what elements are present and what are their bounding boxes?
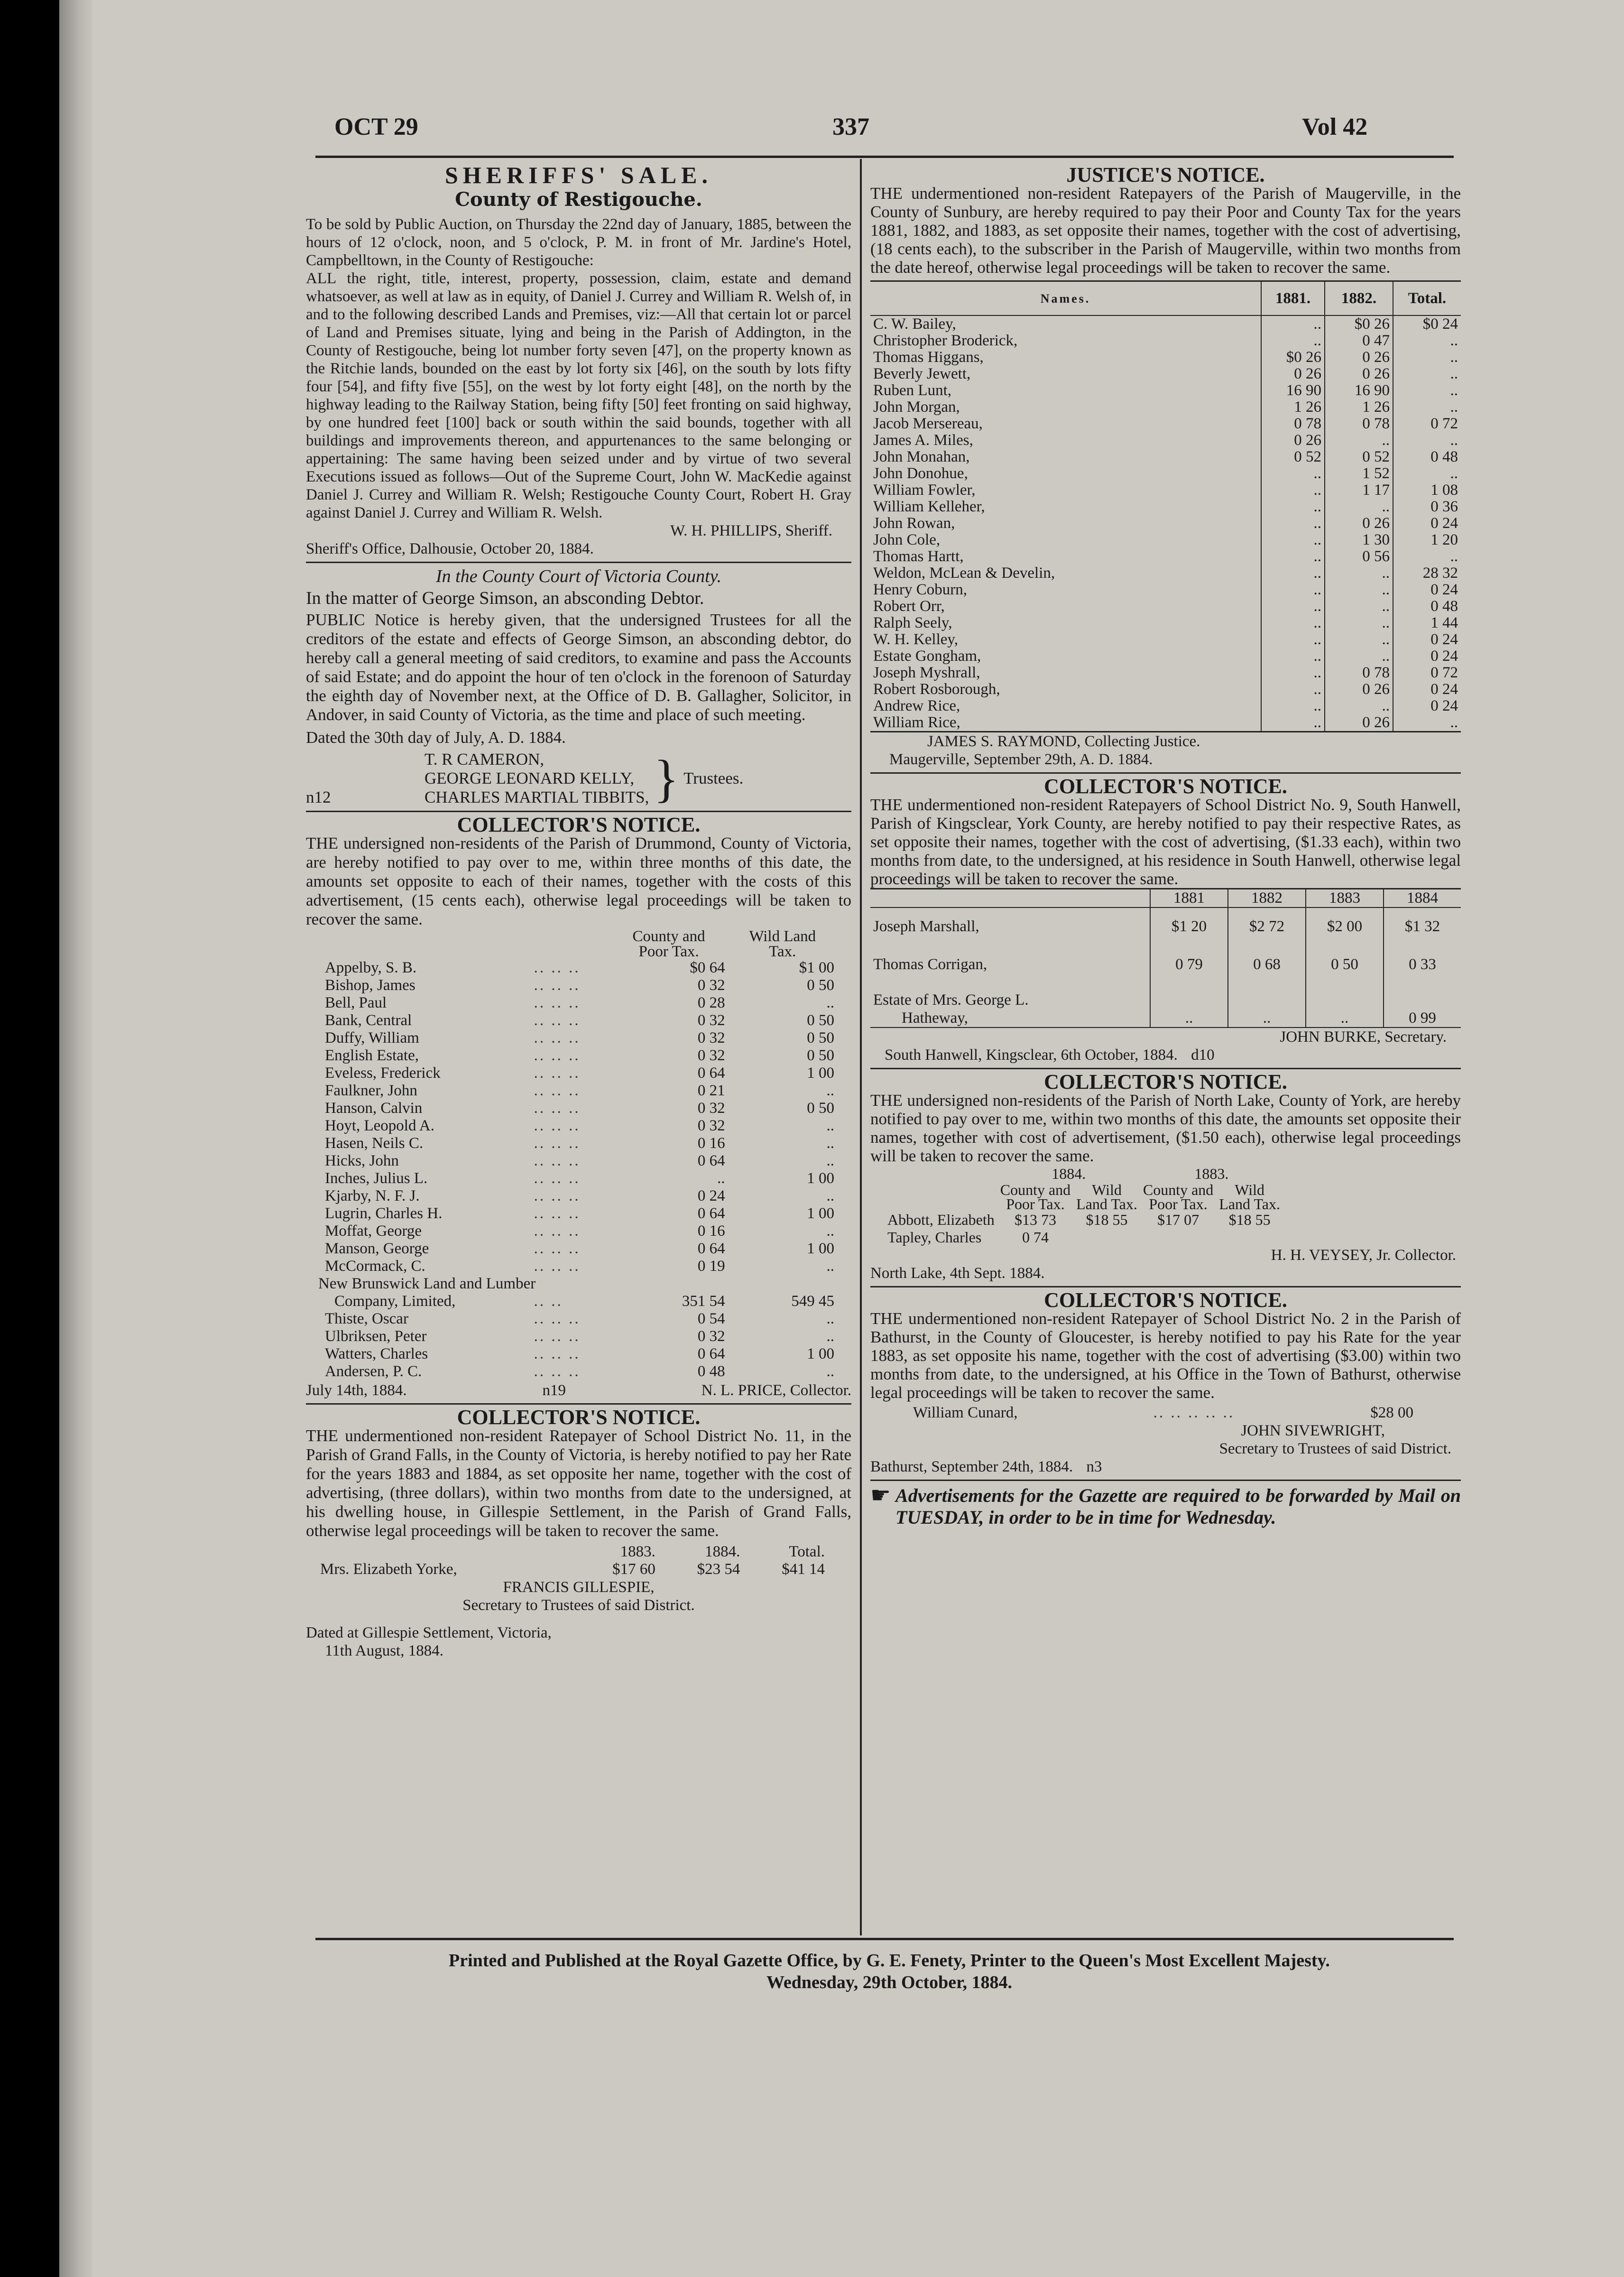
- page-number: 337: [832, 113, 869, 140]
- table-row: Duffy, William .. .. .. 0 32 0 50: [325, 1029, 834, 1046]
- table-row: William Fowler, .. 1 17 1 08: [870, 482, 1461, 499]
- table-row: Joseph Myshrall, .. 0 78 0 72: [870, 665, 1461, 681]
- grandfalls-role: Secretary to Trustees of said District.: [462, 1597, 695, 1614]
- table-row: Ralph Seely, .. .. 1 44: [870, 615, 1461, 631]
- table-row: Lugrin, Charles H. .. .. .. 0 64 1 00: [325, 1205, 834, 1222]
- table-row: Weldon, McLean & Develin, .. .. 28 32: [870, 565, 1461, 582]
- sheriff-body: ALL the right, title, interest, property, possession, claim, estate and demand whatsoever, as well at law as in equity, of Daniel J. Currey and William R. Welsh of, in and to the following described Lands and Premises, viz:—All that certain lot or parcel of Land and Premises situate, lying and being in the Parish of Addington, in the County of Restigouche, being lot number forty seven [47], on the property known as the Ritchie lands, bounded on the east by lot forty six [46], on the south by lots fifty four [54], and fifty five [55], on the west by lot forty eight [48], on the north by the highway leading to the Railway Station, being fifty [50] feet fronting on said highway, by one hundred feet [100] back or south within the said bounds, together with all buildings and improvements thereon, and appurtenances to the same belonging or appertaining: The same having been seized under and by virtue of two several Executions issued as follows—Out of the Supreme Court, John W. MacKedie against Daniel J. Currey and William R. Welsh; Restigouche County Court, Robert H. Gray against Daniel J. Currey and William R. Welsh.: [306, 270, 851, 521]
- table-row: John Monahan, 0 52 0 52 0 48: [870, 449, 1461, 465]
- table-row: Hanson, Calvin .. .. .. 0 32 0 50: [325, 1100, 834, 1117]
- grandfalls-body: THE undermentioned non-resident Ratepayer of School District No. 11, in the Parish of Grand Falls, in the County of Victoria, is hereby notified to pay her Rate for the years 1883 and 1884, as set opposite her name, together with the cost of advertising, (three dollars), within two months from date to the undersigned, at his dwelling house, in Gillespie Settlement, in the Parish of Grand Falls, otherwise legal proceedings will be taken to recover the same.: [306, 1426, 851, 1540]
- pointing-hand-icon: ☛: [870, 1483, 891, 1508]
- table-row: Ruben Lunt, 16 90 16 90 ..: [870, 382, 1461, 399]
- bathurst-place: Bathurst, September 24th, 1884.: [870, 1458, 1073, 1475]
- bathurst-signer: JOHN SIVEWRIGHT,: [1241, 1422, 1385, 1439]
- table-row: Company, Limited, .. .. 351 54 549 45: [334, 1293, 834, 1310]
- table-row: Andersen, P. C. .. .. .. 0 48 ..: [325, 1363, 834, 1380]
- table-row: Appelby, S. B. .. .. .. $0 64 $1 00: [325, 959, 834, 976]
- table-row: Andrew Rice, .. .. 0 24: [870, 698, 1461, 714]
- header-rule: [315, 156, 1454, 158]
- table-row: Thomas Higgans, $0 26 0 26 ..: [870, 349, 1461, 366]
- grandfalls-signer: FRANCIS GILLESPIE,: [503, 1579, 655, 1596]
- table-row: Moffat, George .. .. .. 0 16 ..: [325, 1222, 834, 1240]
- justice-table: Names. 1881. 1882. Total. C. W. Bailey, .. $0 26 $0 24 Christopher Broderick, .. 0 47 .. Thomas Higgans, $0 26 0 26 .. Beverly Jewett, 0 26 0 26 .. Ruben Lunt, 16 90 16 90 .. John Morgan, 1 26 1 26 .. Jacob Mersereau, 0 78 0 78 0 72 James A. Miles, 0 26 .. .. John Monahan, 0 52 0 52 0 48 John Donohue, .. 1 52 .. William Fowler, .. 1 17 1 08 William Kelleher, .. .. 0 36 John Rowan, .. 0 26 0 24 John Cole, .. 1 30 1 20 Thomas Hartt, .. 0 56 .. Weldon, McLean & Develin, .. .. 28 32 Henry Coburn, .. .. 0 24 Robert Orr, .. .. 0 48 Ralph Seely, .. .. 1 44 W. H. Kelley, .. .. 0 24 Estate Gongham, .. .. 0 24 Joseph Myshrall, .. 0 78 0 72 Robert Rosborough, .. 0 26 0 24 Andrew Rice, .. .. 0 24 William Rice, .. 0 26 ..: [870, 280, 1461, 732]
- table-row: Robert Orr, .. .. 0 48: [870, 598, 1461, 615]
- col-wild-head: Wild Land: [749, 928, 816, 945]
- northlake-table: 1884. 1883. County and Poor Tax. Wild Land Tax. County and Poor Tax. Wild Land Tax. Abbott, Elizabeth $13 73 $18 55 $17 07 $18 55 Tapley, Charles 0 74: [885, 1165, 1283, 1246]
- northlake-place: North Lake, 4th Sept. 1884.: [870, 1265, 1045, 1282]
- table-row: William Rice, .. 0 26 ..: [870, 714, 1461, 732]
- kingsclear-signer: JOHN BURKE, Secretary.: [1280, 1028, 1447, 1046]
- sheriff-county: County of Restigouche.: [455, 188, 702, 211]
- drummond-code: n19: [542, 1382, 566, 1399]
- footer: [306, 1950, 1473, 1993]
- sheriff-signer: W. H. PHILLIPS, Sheriff.: [670, 522, 832, 539]
- table-row: Joseph Marshall, $1 20 $2 72 $2 00 $1 32: [870, 907, 1461, 945]
- divider: [870, 1480, 1461, 1481]
- trustees-brace: }: [654, 750, 679, 807]
- table-row: Beverly Jewett, 0 26 0 26 ..: [870, 366, 1461, 382]
- divider: [306, 1403, 851, 1405]
- page-volume: Vol 42: [1302, 113, 1368, 140]
- table-row: Mrs. Elizabeth Yorke, $17 60 $23 54 $41 14: [320, 1561, 825, 1578]
- victoria-court-notice: [306, 567, 851, 807]
- grandfalls-table: 1883. 1884. Total. Mrs. Elizabeth Yorke, $17 60 $23 54 $41 14: [306, 1543, 828, 1578]
- table-row: Thomas Hartt, .. 0 56 ..: [870, 548, 1461, 565]
- drummond-body: THE undersigned non-residents of the Parish of Drummond, County of Victoria, are hereby notified to pay over to me, within three months of this date, the amounts set opposite to each of their names, together with the costs of this advertisement, (15 cents each), otherwise legal proceedings will be taken to recover the same.: [306, 834, 851, 928]
- kingsclear-title: COLLECTOR'S NOTICE.: [1044, 775, 1287, 798]
- table-row: William Kelleher, .. .. 0 36: [870, 499, 1461, 515]
- table-row: Thiste, Oscar .. .. .. 0 54 ..: [325, 1310, 834, 1327]
- table-row: Eveless, Frederick .. .. .. 0 64 1 00: [325, 1064, 834, 1082]
- table-row: James A. Miles, 0 26 .. ..: [870, 432, 1461, 449]
- justice-body: THE undermentioned non-resident Ratepayers of the Parish of Maugerville, in the County of Sunbury, are hereby required to pay their Poor and County Tax for the years 1881, 1882, and 1883, as set opposite their names, together with the cost of advertising, (18 cents each), to the subscriber in the Parish of Maugerville, within two months from the date hereof, otherwise legal proceedings will be taken to recover the same.: [870, 184, 1461, 277]
- trustee-3: CHARLES MARTIAL TIBBITS,: [424, 788, 649, 806]
- justice-notice: [870, 163, 1461, 768]
- table-row: Bank, Central .. .. .. 0 32 0 50: [325, 1012, 834, 1029]
- table-row: W. H. Kelley, .. .. 0 24: [870, 631, 1461, 648]
- right-column: [870, 163, 1461, 1528]
- table-row: Bell, Paul .. .. .. 0 28 ..: [325, 994, 834, 1011]
- divider: [306, 811, 851, 812]
- bathurst-title: COLLECTOR'S NOTICE.: [1044, 1288, 1287, 1312]
- gazette-page: [59, 0, 1624, 2277]
- table-row: Hoyt, Leopold A. .. .. .. 0 32 ..: [325, 1117, 834, 1134]
- page-date: OCT 29: [334, 113, 418, 140]
- table-row: Abbott, Elizabeth $13 73 $18 55 $17 07 $18 55: [887, 1211, 1271, 1228]
- divider: [870, 1068, 1461, 1069]
- table-row: Faulkner, John .. .. .. 0 21 ..: [325, 1082, 834, 1099]
- table-row: C. W. Bailey, .. $0 26 $0 24: [870, 315, 1461, 333]
- footer-printer: Printed and Published at the Royal Gazette Office, by G. E. Fenety, Printer to the Queen's Most Excellent Majesty.: [449, 1951, 1330, 1971]
- divider: [870, 1286, 1461, 1287]
- northlake-title: COLLECTOR'S NOTICE.: [1044, 1070, 1287, 1093]
- justice-title: JUSTICE'S NOTICE.: [1066, 163, 1265, 186]
- bathurst-amount: $28 00: [1370, 1404, 1413, 1421]
- divider: [306, 562, 851, 563]
- table-row: Kjarby, N. F. J. .. .. .. 0 24 ..: [325, 1187, 834, 1204]
- table-row: Inches, Julius L. .. .. .. .. 1 00: [325, 1170, 834, 1187]
- trustee-2: GEORGE LEONARD KELLY,: [424, 769, 635, 787]
- victoria-dated: Dated the 30th day of July, A. D. 1884.: [306, 728, 566, 747]
- bathurst-name: William Cunard,: [913, 1404, 1018, 1421]
- kingsclear-code: d10: [1191, 1046, 1215, 1064]
- table-row: Watters, Charles .. .. .. 0 64 1 00: [325, 1345, 834, 1362]
- bathurst-role: Secretary to Trustees of said District.: [1219, 1440, 1451, 1457]
- table-row: Estate of Mrs. George L. Hatheway, .. .. .. 0 99: [870, 983, 1461, 1027]
- table-row: Thomas Corrigan, 0 79 0 68 0 50 0 33: [870, 945, 1461, 983]
- table-row: John Cole, .. 1 30 1 20: [870, 532, 1461, 548]
- footer-rule: [315, 1938, 1454, 1940]
- drummond-table: County and Poor Tax. Wild Land Tax. Appelby, S. B. .. .. .. $0 64 $1 00 Bishop, James .. .. .. 0 32 0 50 Bell, Paul .. .. .. 0 28 .. Bank, Central .. .. .. 0 32 0 50 Duffy, William .. .. .. 0 32 0 50 English Estate, .. .. .. 0 32 0 50 Eveless, Frederick .. .. .. 0 64 1 00 Faulkner, John .. .. .. 0 21 .. Hanson, Calvin .. .. .. 0 32 0 50 Hoyt, Leopold A. .. .. .. 0 32 .. Hasen, Neils C. .. .. .. 0 16 .. Hicks, John .. .. .. 0 64 .. Inches, Julius L. .. .. .. .. 1 00 Kjarby, N. F. J. .. .. .. 0 24 .. Lugrin, Charles H. .. .. .. 0 64 1 00 Moffat, George .. .. .. 0 16 .. Manson, George .. .. .. 0 64 1 00 McCormack, C. .. .. .. 0 19 .. New Brunswick Land and Lumber Company, Limited, .. .. 351 54 549 45 Thiste, Oscar .. .. .. 0 54 .. Ulbriksen, Peter .. .. .. 0 32 .. Watters, Charles .. .. .. 0 64 1 00 Andersen, P. C. .. .. .. 0 48 ..: [315, 929, 837, 1380]
- drummond-notice: [306, 813, 851, 1399]
- table-row: John Rowan, .. 0 26 0 24: [870, 515, 1461, 532]
- drummond-signer: N. L. PRICE, Collector.: [701, 1382, 851, 1399]
- grandfalls-notice: [306, 1408, 851, 1660]
- northlake-signer: H. H. VEYSEY, Jr. Collector.: [1271, 1247, 1456, 1264]
- grandfalls-title: COLLECTOR'S NOTICE.: [457, 1406, 701, 1429]
- kingsclear-notice: [870, 775, 1461, 1064]
- grandfalls-dated: Dated at Gillespie Settlement, Victoria,: [306, 1624, 552, 1641]
- drummond-date: July 14th, 1884.: [306, 1382, 407, 1399]
- table-row: English Estate, .. .. .. 0 32 0 50: [325, 1047, 834, 1064]
- left-column: [306, 162, 851, 1660]
- bathurst-body: THE undermentioned non-resident Ratepayer of School District No. 2 in the Parish of Bathurst, in the County of Gloucester, is hereby notified to pay his Rate for the year 1883, as set opposite his name, together with the cost of advertising ($3.00) within two months from date, to the undersigned, at his Office in the Town of Bathurst, otherwise legal proceedings will be taken to recover the same.: [870, 1309, 1461, 1402]
- table-row: Tapley, Charles 0 74: [887, 1229, 1049, 1246]
- table-row: Ulbriksen, Peter .. .. .. 0 32 ..: [325, 1328, 834, 1345]
- table-row: McCormack, C. .. .. .. 0 19 ..: [325, 1258, 834, 1275]
- table-row: New Brunswick Land and Lumber: [318, 1275, 536, 1292]
- victoria-code: n12: [306, 788, 331, 806]
- table-row: Christopher Broderick, .. 0 47 ..: [870, 333, 1461, 349]
- justice-signer: JAMES S. RAYMOND, Collecting Justice.: [927, 733, 1200, 750]
- sheriffs-sale: [306, 162, 851, 558]
- table-row: Bishop, James .. .. .. 0 32 0 50: [325, 977, 834, 994]
- victoria-body: PUBLIC Notice is hereby given, that the undersigned Trustees for all the creditors of the estate and effects of George Simson, an absconding debtor, do hereby call a general meeting of said creditors, to examine and pass the Accounts of said Estate; and do appoint the hour of ten o'clock in the forenoon of Saturday the eighth day of November next, at the Office of D. B. Gallagher, Solicitor, in Andover, in said County of Victoria, as the time and place of such meeting.: [306, 611, 851, 724]
- victoria-matter: In the matter of George Simson, an absconding Debtor.: [306, 588, 704, 608]
- trustees-label: Trustees.: [683, 769, 744, 787]
- table-row: Hasen, Neils C. .. .. .. 0 16 ..: [325, 1135, 834, 1152]
- grandfalls-dated2: 11th August, 1884.: [325, 1642, 443, 1659]
- col-county-head: County and: [632, 928, 705, 945]
- northlake-notice: [870, 1070, 1461, 1282]
- kingsclear-place: South Hanwell, Kingsclear, 6th October, 1884.: [885, 1046, 1178, 1064]
- table-row: Estate Gongham, .. .. 0 24: [870, 648, 1461, 665]
- bathurst-notice: COLLECTOR'S NOTICE. THE undermentioned non-resident Ratepayer of School District No. 2 in the Parish of Bathurst, in the County of Gloucester, is hereby notified to pay his Rate for the year 1883, as set opposite his name, together with the cost of advertising ($3.00) within two months from date, to the undersigned, at his Office in the Town of Bathurst, otherwise legal proceedings will be taken to recover the same. William Cunard, .. .. .. .. .. $28 00 JOHN SIVEWRIGHT, Secretary to Trustees of said District. Bathurst, September 24th, 1884. n3: [870, 1288, 1461, 1475]
- justice-place: Maugerville, September 29th, A. D. 1884.: [889, 751, 1153, 768]
- advert-note: [870, 1485, 1461, 1528]
- column-rule: [860, 159, 862, 1935]
- table-row: Hicks, John .. .. .. 0 64 ..: [325, 1152, 834, 1169]
- northlake-body: THE undersigned non-residents of the Parish of North Lake, County of York, are hereby notified to pay over to me, within two months of this date, the amounts set opposite their names, together with cost of advertisement, ($1.50 each), otherwise legal proceedings will be taken to recover the same.: [870, 1091, 1461, 1165]
- table-row: John Donohue, .. 1 52 ..: [870, 465, 1461, 482]
- victoria-court: In the County Court of Victoria County.: [436, 566, 721, 586]
- sheriff-title: SHERIFFS' SALE.: [444, 162, 712, 188]
- footer-date: Wednesday, 29th October, 1884.: [766, 1972, 1012, 1992]
- sheriff-intro: To be sold by Public Auction, on Thursday the 22nd day of January, 1885, between the hours of 12 o'clock, noon, and 5 o'clock, P. M. in front of Mr. Jardine's Hotel, Campbelltown, in the County of Restigouche:: [306, 216, 851, 269]
- drummond-title: COLLECTOR'S NOTICE.: [457, 813, 701, 836]
- table-row: Jacob Mersereau, 0 78 0 78 0 72: [870, 416, 1461, 432]
- kingsclear-table: 1881 1882 1883 1884 Joseph Marshall, $1 20 $2 72 $2 00 $1 32 Thomas Corrigan, 0 79 0 68 0 50 0 33 Estate of Mrs. George L. Hatheway, .. .. .. 0 99: [870, 888, 1461, 1028]
- advert-text: Advertisements for the Gazette are required to be forwarded by Mail on TUESDAY, in order to be in time for Wednesday.: [895, 1485, 1461, 1528]
- trustee-1: T. R CAMERON,: [424, 750, 544, 768]
- sheriff-office: Sheriff's Office, Dalhousie, October 20, 1884.: [306, 540, 594, 557]
- page-edge: [59, 0, 92, 2277]
- table-row: John Morgan, 1 26 1 26 ..: [870, 399, 1461, 416]
- table-row: Henry Coburn, .. .. 0 24: [870, 582, 1461, 598]
- table-row: Manson, George .. .. .. 0 64 1 00: [325, 1240, 834, 1257]
- divider: [870, 772, 1461, 774]
- kingsclear-body: THE undermentioned non-resident Ratepayers of School District No. 9, South Hanwell, Parish of Kingsclear, York County, are hereby notified to pay their respective Rates, as set opposite their names, together with the cost of advertising, ($1.33 each), within two months from date, to the undersigned, at his residence in South Hanwell, otherwise legal proceedings will be taken to recover the same.: [870, 796, 1461, 888]
- bathurst-code: n3: [1086, 1458, 1102, 1475]
- table-row: Robert Rosborough, .. 0 26 0 24: [870, 681, 1461, 698]
